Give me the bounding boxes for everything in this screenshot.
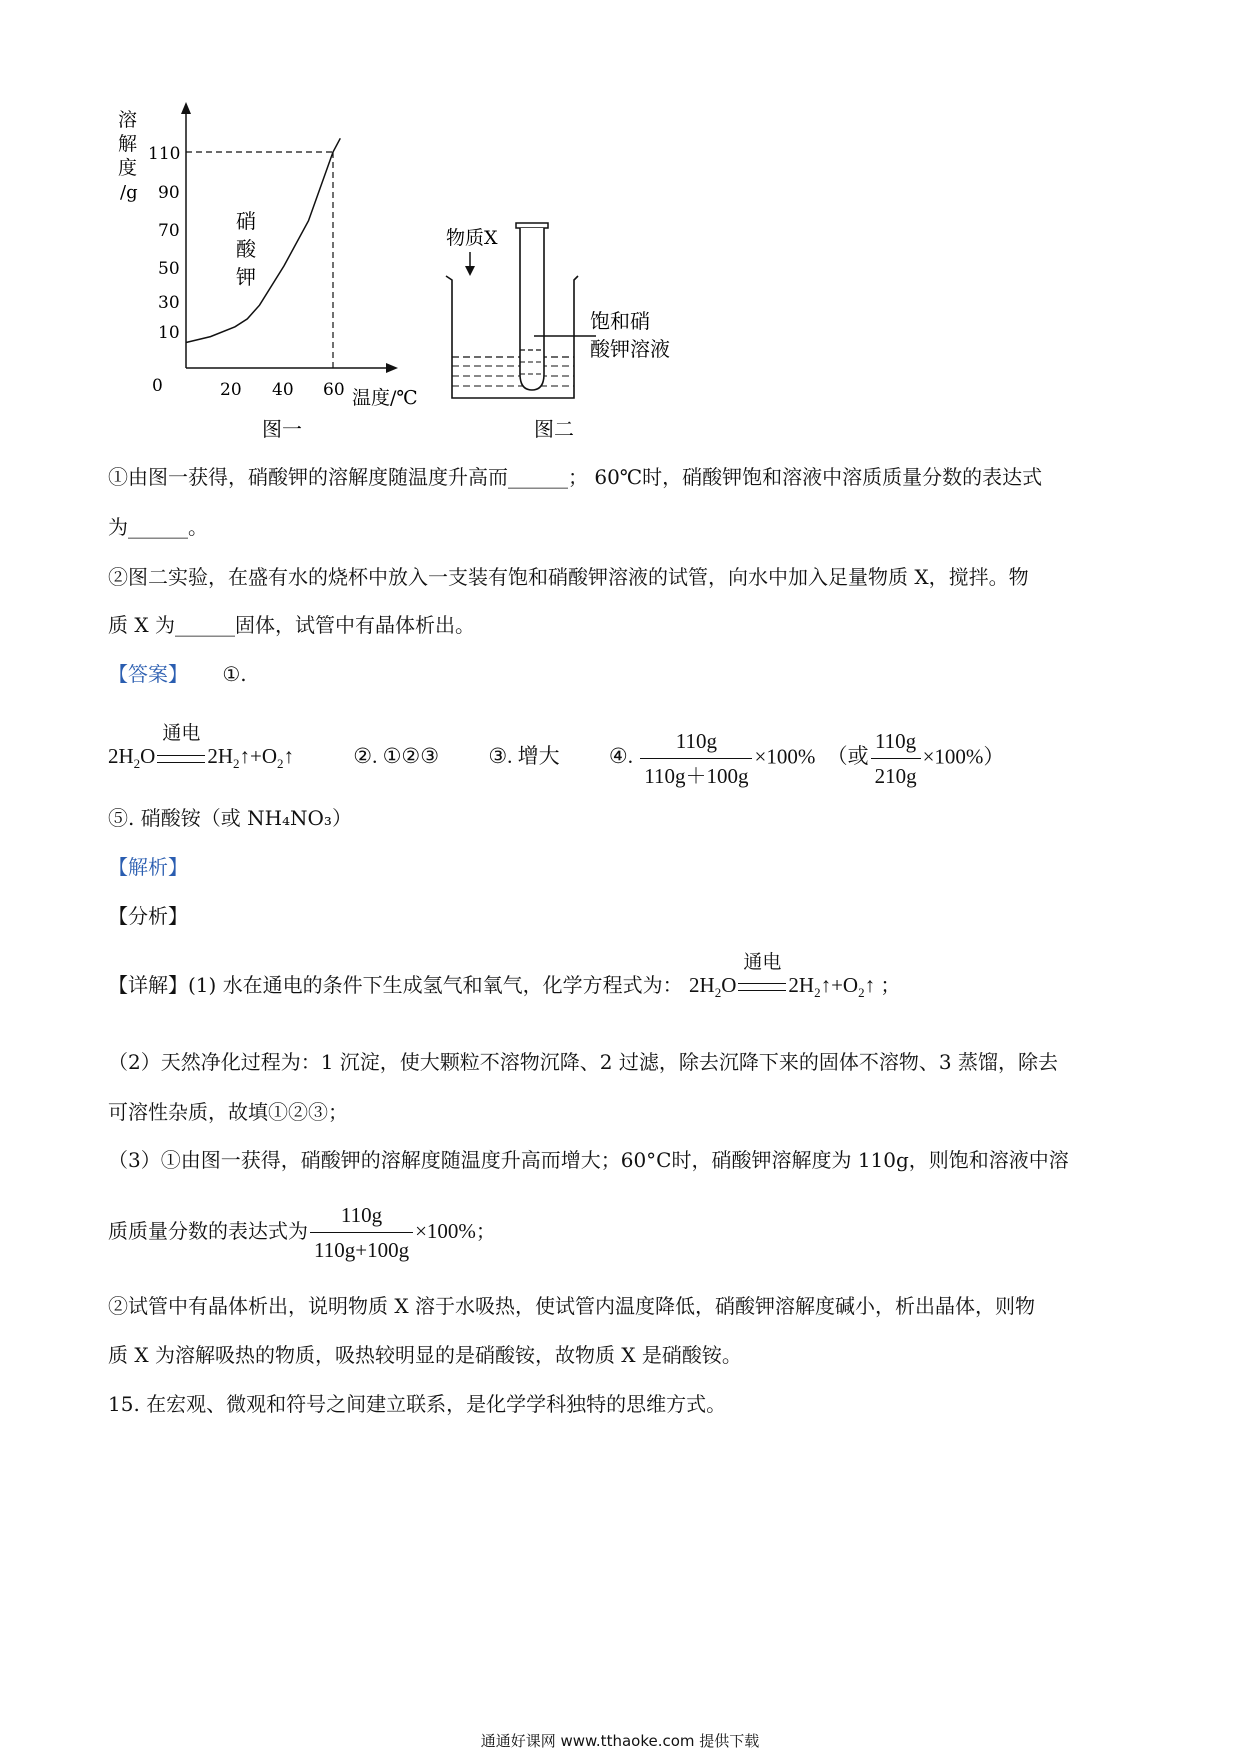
test-tube-rim — [516, 223, 548, 228]
solution-label-1: 饱和硝 — [590, 309, 650, 333]
y-tick-label: 10 — [158, 323, 180, 343]
fraction-denominator: 210g — [874, 764, 917, 788]
question-2-line-1: ②图二实验，在盛有水的烧杯中放入一支装有饱和硝酸钾溶液的试管，向水中加入足量物质 X，搅拌。物 — [108, 565, 1029, 589]
detail-fraction — [310, 1200, 413, 1265]
detail-1 — [108, 952, 901, 1008]
substance-arrow-head — [465, 266, 475, 276]
analysis-subtag: 【分析】 — [108, 904, 188, 928]
answer-line — [108, 723, 1005, 791]
test-tube — [520, 228, 544, 390]
eq-arrow — [736, 952, 788, 1000]
answer-item-2: ②. ①②③ — [353, 744, 440, 769]
answer-fraction-1 — [640, 726, 752, 791]
detail-3-end: ； — [475, 1219, 496, 1243]
eq-sub: 2 — [133, 756, 141, 772]
answer-tag: 【答案】 — [108, 662, 188, 686]
y-tick-label: 30 — [158, 293, 180, 313]
footer-source: 通通好课网 www.tthaoke.com 提供下载 — [480, 1732, 760, 1750]
detail-equation — [689, 952, 880, 1001]
beaker — [446, 276, 578, 398]
y-axis-arrow — [181, 102, 191, 114]
detail-3-line-2 — [108, 1200, 496, 1265]
y-tick-label: 50 — [158, 259, 180, 279]
water-equation — [108, 723, 299, 772]
eq-condition: 通电 — [743, 952, 782, 973]
y-axis-label-3: 度 — [118, 157, 138, 179]
answer-item-3: ③. 增大 — [488, 744, 560, 769]
eq-arrow — [155, 723, 207, 771]
eq-condition: 通电 — [162, 723, 201, 745]
eq-gas-arrow: ↑ — [864, 973, 876, 997]
detail-3-text: 质质量分数的表达式为 — [108, 1219, 308, 1243]
x-tick-label: 20 — [220, 380, 242, 400]
y-tick-label: 90 — [158, 183, 180, 203]
y-axis-label-1: 溶 — [118, 109, 138, 131]
fraction-numerator: 110g — [871, 726, 921, 759]
question-1-line-1: ①由图一获得，硝酸钾的溶解度随温度升高而______； 60℃时，硝酸钾饱和溶液中溶质质量分数的表达式 — [108, 465, 1043, 489]
curve-label-1: 硝 — [236, 209, 256, 233]
detail-4-line-2: 质 X 为溶解吸热的物质，吸热较明显的是硝酸铵，故物质 X 是硝酸铵。 — [108, 1343, 742, 1367]
answer-heading — [108, 662, 247, 686]
answer-item-1: ①. — [222, 662, 247, 686]
curve-label-2: 酸 — [236, 237, 256, 261]
eq-oxygen: O — [721, 973, 737, 997]
y-axis-label-4: /g — [120, 182, 138, 203]
eq-sub: 2 — [714, 985, 722, 1001]
fraction-numerator: 110g — [310, 1200, 413, 1233]
kno3-solubility-curve — [186, 138, 340, 342]
detail-2-line-2: 可溶性杂质，故填①②③； — [108, 1100, 348, 1124]
figure1-caption: 图一 — [262, 417, 302, 441]
origin-label: 0 — [152, 376, 163, 396]
answer-item-5: ⑤. 硝酸铵（或 NH₄NO₃） — [108, 806, 352, 830]
question-2-line-2: 质 X 为______固体，试管中有晶体析出。 — [108, 613, 475, 637]
eq-product-h2: 2H — [788, 973, 815, 997]
eq-reactant: 2H — [689, 973, 715, 997]
solution-label-2: 酸钾溶液 — [590, 337, 670, 361]
alt-close: ） — [983, 744, 1005, 769]
detail-1-end: ； — [880, 973, 901, 997]
detail-2-line-1: （2）天然净化过程为：1 沉淀，使大颗粒不溶物沉降、2 过滤，除去沉降下来的固体不溶物、3 蒸馏，除去 — [108, 1050, 1058, 1074]
answer-fraction-2 — [871, 726, 921, 791]
eq-sub: 2 — [233, 756, 240, 772]
alt-open: （或 — [826, 744, 869, 769]
y-axis-label-2: 解 — [118, 133, 138, 155]
substance-x-label: 物质X — [446, 227, 498, 249]
detail-4-line-1: ②试管中有晶体析出，说明物质 X 溶于水吸热，使试管内温度降低，硝酸钾溶解度碱小，析出晶体，则物 — [108, 1294, 1035, 1318]
solubility-chart — [100, 100, 440, 445]
times-percent: ×100% — [922, 744, 984, 769]
figure2-caption: 图二 — [534, 417, 574, 441]
x-tick-label: 60 — [323, 380, 345, 400]
eq-reactant: 2H — [108, 744, 134, 769]
detail-1-text: (1) 水在通电的条件下生成氢气和氧气，化学方程式为： — [188, 973, 683, 997]
fraction-denominator: 110g+100g — [314, 1238, 410, 1262]
y-tick-label: 110 — [148, 144, 181, 164]
fraction-denominator: 110g＋100g — [644, 764, 749, 788]
fraction-numerator: 110g — [640, 726, 752, 759]
y-tick-label: 70 — [158, 221, 180, 241]
times-percent: ×100% — [415, 1219, 476, 1243]
times-percent: ×100% — [754, 744, 816, 769]
eq-sub: 2 — [277, 756, 284, 772]
eq-sub: 2 — [814, 985, 821, 1001]
detail-tag: 【详解】 — [108, 973, 188, 997]
eq-sub: 2 — [858, 985, 865, 1001]
eq-oxygen: O — [140, 744, 156, 769]
detail-3-line-1: （3）①由图一获得，硝酸钾的溶解度随温度升高而增大；60°C时，硝酸钾溶解度为 110g，则饱和溶液中溶 — [108, 1148, 1069, 1172]
eq-product-h2: 2H — [207, 744, 234, 769]
x-axis-arrow — [386, 363, 398, 373]
eq-product-o2: ↑+O — [820, 973, 859, 997]
eq-gas-arrow: ↑ — [283, 744, 295, 769]
analysis-tag: 【解析】 — [108, 855, 188, 879]
question-1-line-2: 为______。 — [108, 515, 208, 539]
curve-label-3: 钾 — [236, 265, 256, 289]
beaker-diagram — [440, 220, 710, 445]
eq-product-o2: ↑+O — [239, 744, 278, 769]
x-tick-label: 40 — [272, 380, 294, 400]
x-axis-label: 温度/℃ — [352, 387, 418, 409]
question-15: 15. 在宏观、微观和符号之间建立联系，是化学学科独特的思维方式。 — [108, 1392, 727, 1416]
answer-item-4: ④. — [608, 744, 633, 769]
